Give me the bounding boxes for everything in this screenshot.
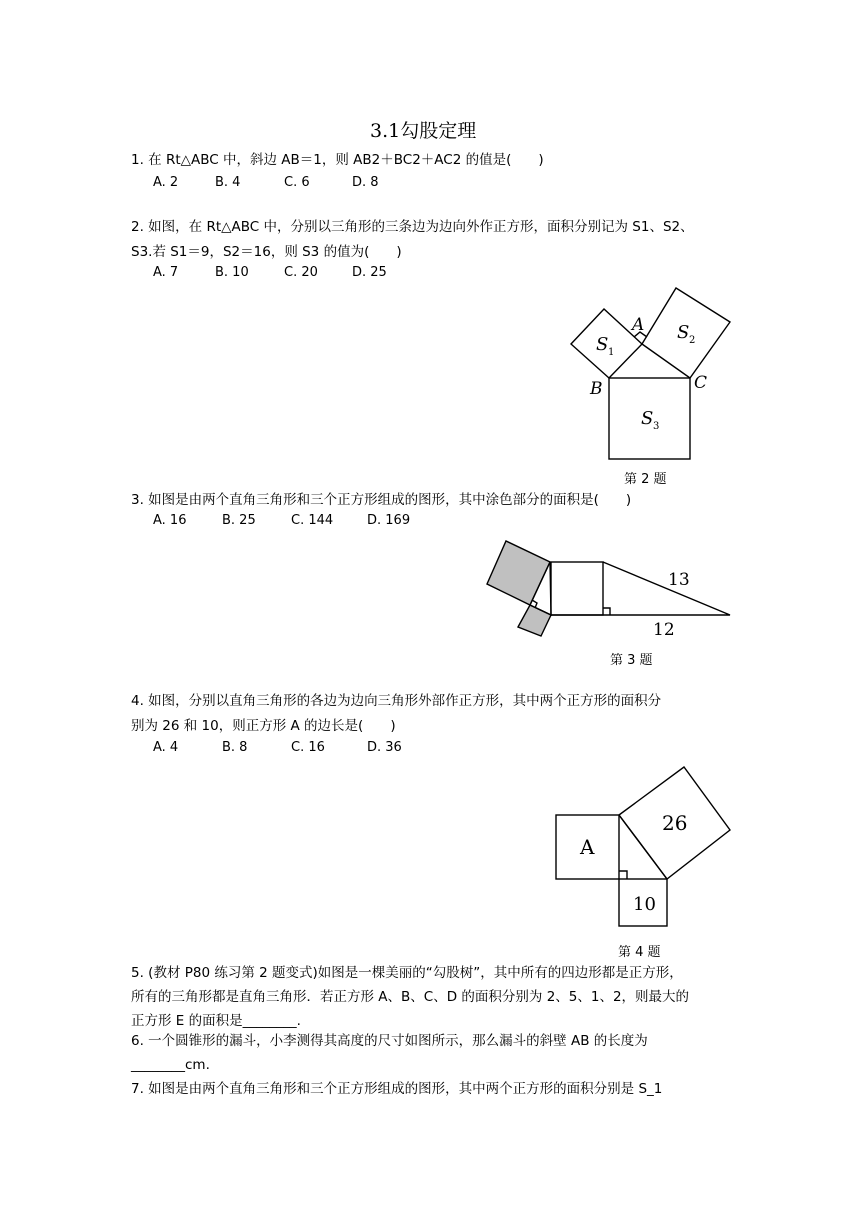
q2-option-b: B. 10 [215, 265, 249, 280]
figure-q2-caption: 第 2 题 [624, 472, 667, 487]
label-c: C [694, 373, 708, 393]
q2-option-d: D. 25 [352, 265, 387, 280]
question-2-line-2: S3.若 S1＝9，S2＝16，则 S3 的值为( ) [131, 244, 402, 260]
label-s1-sub: 1 [608, 347, 615, 358]
figure-q3-caption: 第 3 题 [610, 653, 653, 668]
figure-q4-caption: 第 4 题 [618, 945, 661, 960]
label-s1: S [596, 334, 609, 355]
question-3-text: 3. 如图是由两个直角三角形和三个正方形组成的图形，其中涂色部分的面积是( ) [131, 492, 632, 508]
question-1-text: 1. 在 Rt△ABC 中，斜边 AB＝1，则 AB2＋BC2＋AC2 的值是( ) [131, 152, 544, 168]
figure-q4 [550, 760, 740, 932]
label-26: 26 [662, 811, 688, 835]
q2-option-a: A. 7 [153, 265, 179, 280]
q1-option-b: B. 4 [215, 175, 241, 190]
page-title: 3.1勾股定理 [370, 120, 477, 142]
question-6-line-1: 6. 一个圆锥形的漏斗，小李测得其高度的尺寸如图所示，那么漏斗的斜壁 AB 的长度为 [131, 1033, 648, 1049]
question-5-line-2: 所有的三角形都是直角三角形．若正方形 A、B、C、D 的面积分别为 2、5、1、2，则最大的 [131, 989, 690, 1005]
question-7-line-1: 7. 如图是由两个直角三角形和三个正方形组成的图形，其中两个正方形的面积分别是 S_1 [131, 1081, 663, 1097]
q3-option-a: A. 16 [153, 513, 187, 528]
q4-option-c: C. 16 [291, 740, 325, 755]
question-5-line-1: 5. (教材 P80 练习第 2 题变式)如图是一棵美丽的“勾股树”，其中所有的四边形都是正方形， [131, 965, 683, 981]
q3-option-d: D. 169 [367, 513, 411, 528]
q4-option-a: A. 4 [153, 740, 179, 755]
question-5-line-3: 正方形 E 的面积是________. [131, 1013, 301, 1029]
right-angle-mark-1 [603, 608, 610, 615]
large-right-triangle [551, 562, 730, 615]
q3-option-c: C. 144 [291, 513, 334, 528]
label-s3: S [641, 408, 654, 429]
figure-q2 [560, 285, 740, 467]
label-s2: S [677, 322, 690, 343]
label-b: B [590, 379, 603, 399]
figure-q3 [480, 532, 740, 644]
question-4-line-1: 4. 如图，分别以直角三角形的各边为边向三角形外部作正方形，其中两个正方形的面积分 [131, 693, 662, 709]
shaded-square-large [487, 541, 550, 605]
q1-option-a: A. 2 [153, 175, 179, 190]
q2-option-c: C. 20 [284, 265, 318, 280]
q1-option-d: D. 8 [352, 175, 379, 190]
label-s3-sub: 3 [653, 421, 660, 432]
hypotenuse [619, 815, 667, 879]
shaded-square-small [518, 605, 551, 636]
question-2-line-1: 2. 如图，在 Rt△ABC 中，分别以三角形的三条边为边向外作正方形，面积分别记为 S1、S2、 [131, 219, 694, 235]
label-s2-sub: 2 [689, 335, 696, 346]
label-12: 12 [653, 620, 675, 640]
label-a: A [580, 835, 595, 859]
label-13: 13 [668, 570, 690, 590]
question-6-line-2: ________cm. [131, 1057, 210, 1073]
label-10: 10 [633, 894, 656, 915]
middle-square [551, 562, 603, 615]
q3-option-b: B. 25 [222, 513, 256, 528]
q1-option-c: C. 6 [284, 175, 310, 190]
q4-option-d: D. 36 [367, 740, 402, 755]
right-angle-mark [619, 871, 627, 879]
q4-option-b: B. 8 [222, 740, 248, 755]
label-a: A [632, 315, 645, 335]
question-4-line-2: 别为 26 和 10，则正方形 A 的边长是( ) [131, 718, 396, 734]
